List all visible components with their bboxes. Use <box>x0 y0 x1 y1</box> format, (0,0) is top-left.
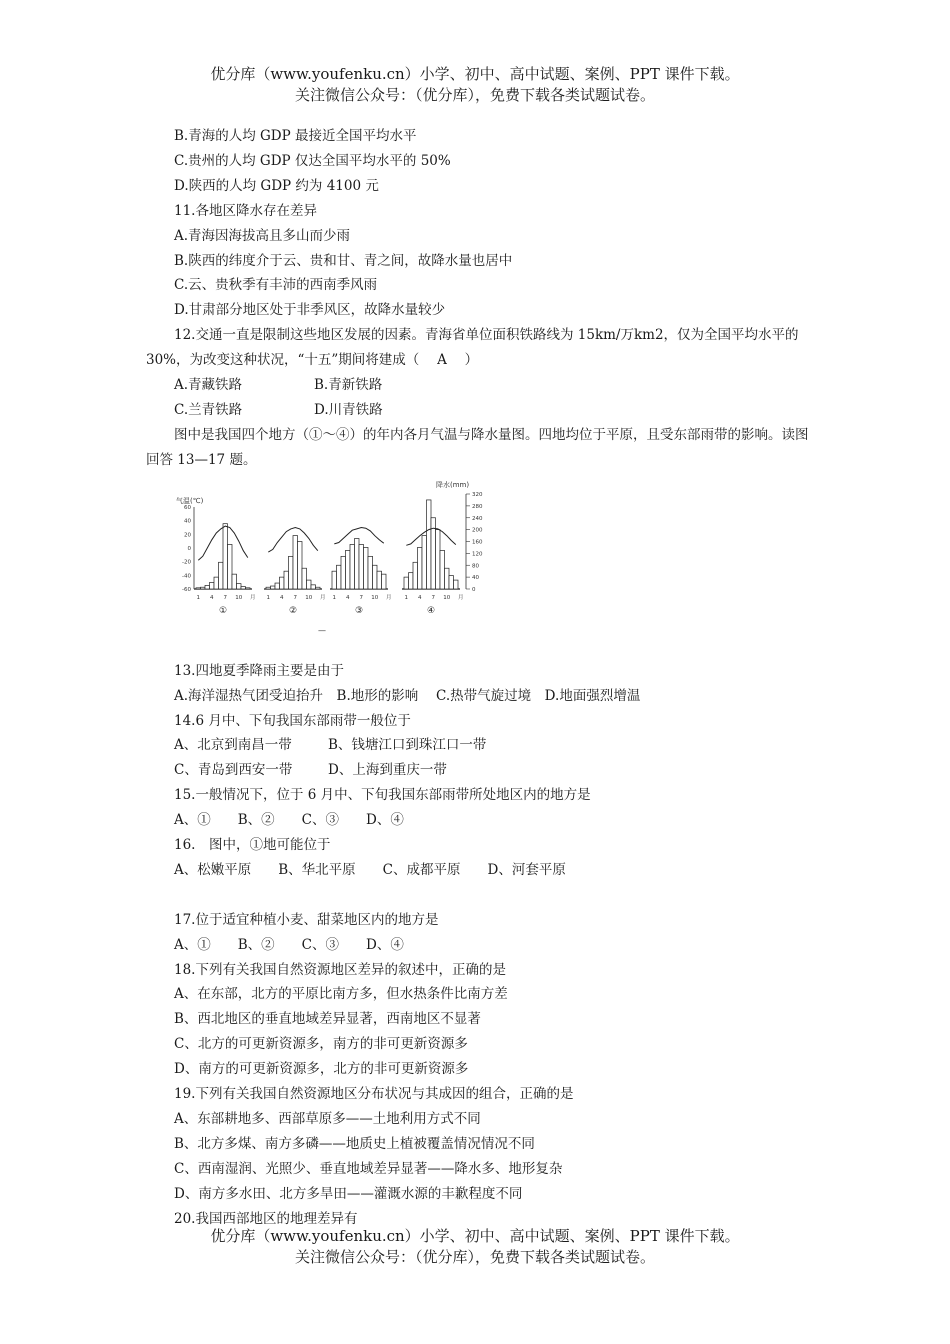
header-line-2: 关注微信公众号：（优分库），免费下载各类试题试卷。 <box>294 86 655 104</box>
q11-option-b: B.陕西的纬度介于云、贵和甘、青之间，故降水量也居中 <box>174 252 513 269</box>
precip-bar <box>368 556 373 589</box>
precip-bar <box>196 588 201 589</box>
x-tick-label: 4 <box>210 594 214 601</box>
right-tick-label: 280 <box>472 503 483 510</box>
q11-option-a: A.青海因海拔高且多山而少雨 <box>174 227 351 244</box>
precip-bar <box>246 588 251 589</box>
precip-bar <box>449 575 454 588</box>
left-tick-label: 40 <box>184 518 191 525</box>
precip-bar <box>418 547 423 589</box>
q19-option-b: B、北方多煤、南方多磷——地质史上植被覆盖情况情况不同 <box>174 1135 535 1152</box>
footer-line-2: 关注微信公众号：（优分库），免费下载各类试题试卷。 <box>294 1248 655 1266</box>
q12-option-a: A.青藏铁路 <box>174 377 243 394</box>
right-tick-label: 320 <box>472 491 483 498</box>
x-tick-label: 7 <box>223 594 227 601</box>
q12-stem: 12.交通一直是限制这些地区发展的因素。青海省单位面积铁路线为 15km/万km2，仅为全国平均水平的 30%，为改变这种状况，“十五”期间将建成（ A ） <box>146 327 799 369</box>
precip-bar <box>346 550 351 589</box>
q20-stem: 20.我国西部地区的地理差异有 <box>174 1210 358 1227</box>
precip-bar <box>413 562 418 589</box>
left-tick-label: -20 <box>182 559 191 566</box>
x-tick-label: 月 <box>457 594 464 601</box>
x-tick-label: 1 <box>332 594 336 601</box>
q12-option-b: B.青新铁路 <box>314 377 383 394</box>
x-tick-label: 4 <box>418 594 422 601</box>
right-tick-label: 0 <box>472 586 476 593</box>
q14-stem: 14.6 月中、下旬我国东部雨带一般位于 <box>174 712 411 729</box>
precip-bar <box>350 544 355 589</box>
precip-bar <box>427 500 432 589</box>
left-tick-label: -40 <box>182 573 191 580</box>
precip-bar <box>201 587 206 589</box>
right-tick-label: 200 <box>472 527 483 534</box>
precip-bar <box>266 587 271 589</box>
precip-bar <box>223 523 228 588</box>
x-tick-label: 月 <box>319 594 326 601</box>
q14-option-d: D、上海到重庆一带 <box>328 762 447 779</box>
right-tick-label: 80 <box>472 562 479 569</box>
precip-bar <box>316 587 321 589</box>
precip-bar <box>205 585 210 589</box>
precip-bar <box>422 535 427 588</box>
x-tick-label: 4 <box>280 594 284 601</box>
q12-options-row-1 <box>146 373 816 398</box>
precip-bar <box>382 574 387 589</box>
x-tick-label: 10 <box>235 594 243 601</box>
precip-bar <box>404 577 409 589</box>
precip-bar <box>237 583 242 588</box>
q19-option-d: D、南方多水田、北方多旱田——灌溉水源的丰歉程度不同 <box>174 1185 523 1202</box>
spacer <box>146 883 816 908</box>
q12-options-row-2 <box>146 398 816 423</box>
q14-option-c: C、青岛到西安一带 <box>174 762 293 779</box>
chart-intro: 图中是我国四个地方（①～④）的年内各月气温与降水量图。四地均位于平原，且受东部雨带的影响。读图回答 13—17 题。 <box>146 426 809 468</box>
q14-option-b: B、钱塘江口到珠江口一带 <box>328 737 487 754</box>
precip-bar <box>409 572 414 588</box>
panel-label: ③ <box>354 605 364 616</box>
left-tick-label: 0 <box>187 545 191 552</box>
precip-bar <box>440 550 445 589</box>
q11-option-d: D.甘肃部分地区处于非季风区，故降水量较少 <box>174 302 446 319</box>
q11-option-c: C.云、贵秋季有丰沛的西南季风雨 <box>174 277 378 294</box>
precip-bar <box>359 544 364 589</box>
q10-option-c: C.贵州的人均 GDP 仅达全国平均水平的 50% <box>174 152 451 169</box>
precip-bar <box>228 544 233 589</box>
q19-stem: 19.下列有关我国自然资源地区分布状况与其成因的组合，正确的是 <box>174 1086 574 1103</box>
footer-line-1: 优分库（www.youfenku.cn）小学、初中、高中试题、案例、PPT 课件下载。 <box>210 1227 740 1245</box>
right-tick-label: 240 <box>472 515 483 522</box>
climate-chart-figure <box>146 477 816 659</box>
precip-bar <box>214 577 219 589</box>
header-line-1: 优分库（www.youfenku.cn）小学、初中、高中试题、案例、PPT 课件下载。 <box>210 65 740 83</box>
precip-bar <box>219 562 224 589</box>
x-tick-label: 1 <box>196 594 200 601</box>
left-axis-label: 气温(℃) <box>176 496 204 505</box>
q18-option-c: C、北方的可更新资源多，南方的非可更新资源多 <box>174 1036 468 1053</box>
q11-stem: 11.各地区降水存在差异 <box>174 202 317 219</box>
q10-option-b: B.青海的人均 GDP 最接近全国平均水平 <box>174 128 417 144</box>
precip-bar <box>364 547 369 589</box>
x-tick-label: 10 <box>305 594 313 601</box>
q15-stem: 15.一般情况下，位于 6 月中、下旬我国东部雨带所处地区内的地方是 <box>174 787 591 804</box>
q18-option-b: B、西北地区的垂直地域差异显著，西南地区不显著 <box>174 1011 481 1028</box>
page-header <box>0 64 950 106</box>
precip-bar <box>284 571 289 589</box>
figure-dash: — <box>318 625 326 635</box>
right-axis-label: 降水(mm) <box>436 480 470 489</box>
precip-bar <box>355 538 360 588</box>
precip-bar <box>307 580 312 589</box>
page-footer <box>0 1226 950 1268</box>
precip-bar <box>436 529 441 588</box>
q16-stem: 16. 图中，①地可能位于 <box>174 837 331 854</box>
q19-option-c: C、西南湿润、光照少、垂直地域差异显著——降水多、地形复杂 <box>174 1160 563 1177</box>
precip-bar <box>311 585 316 589</box>
precip-bar <box>271 586 276 589</box>
x-tick-label: 10 <box>371 594 379 601</box>
x-tick-label: 1 <box>404 594 408 601</box>
q18-option-d: D、南方的可更新资源多，北方的非可更新资源多 <box>174 1061 469 1078</box>
q13-options: A.海洋湿热气团受迫抬升 B.地形的影响 C.热带气旋过境 D.地面强烈增温 <box>174 687 641 704</box>
precip-bar <box>373 565 378 589</box>
q10-option-d: D.陕西的人均 GDP 约为 4100 元 <box>174 177 379 194</box>
q17-stem: 17.位于适宜种植小麦、甜菜地区内的地方是 <box>174 911 439 928</box>
precip-bar <box>280 577 285 589</box>
x-tick-label: 7 <box>293 594 297 601</box>
panel-label: ① <box>218 605 228 616</box>
precip-bar <box>210 582 215 589</box>
x-tick-label: 10 <box>443 594 451 601</box>
q12-option-c: C.兰青铁路 <box>174 401 243 418</box>
climate-chart <box>174 477 514 657</box>
precip-bar <box>293 535 298 588</box>
q17-options: A、① B、② C、③ D、④ <box>174 936 404 953</box>
q18-stem: 18.下列有关我国自然资源地区差异的叙述中，正确的是 <box>174 961 506 978</box>
precip-bar <box>337 565 342 589</box>
right-tick-label: 120 <box>472 551 483 558</box>
precip-bar <box>241 586 246 588</box>
x-tick-label: 月 <box>249 594 256 601</box>
left-tick-label: 20 <box>184 532 191 539</box>
q14-option-a: A、北京到南昌一带 <box>174 737 292 754</box>
q12-option-d: D.川青铁路 <box>314 401 383 418</box>
precip-bar <box>232 574 237 589</box>
precip-bar <box>341 556 346 589</box>
q14-options-row-1 <box>146 733 816 758</box>
right-tick-label: 160 <box>472 539 483 546</box>
left-tick-label: 60 <box>184 504 191 511</box>
precip-bar <box>302 568 307 589</box>
precip-bar <box>332 571 337 589</box>
precip-bar <box>298 541 303 589</box>
left-tick-label: -60 <box>182 586 191 593</box>
precip-bar <box>445 568 450 589</box>
x-tick-label: 7 <box>359 594 363 601</box>
x-tick-label: 4 <box>346 594 350 601</box>
right-tick-label: 40 <box>472 574 479 581</box>
panel-label: ④ <box>426 605 436 616</box>
q16-options: A、松嫩平原 B、华北平原 C、成都平原 D、河套平原 <box>174 861 566 878</box>
precip-bar <box>454 580 459 589</box>
precip-bar <box>377 571 382 589</box>
x-tick-label: 7 <box>431 594 435 601</box>
precip-bar <box>275 583 280 589</box>
panel-label: ② <box>288 605 298 616</box>
q18-option-a: A、在东部，北方的平原比南方多，但水热条件比南方差 <box>174 986 508 1003</box>
precip-bar <box>289 556 294 589</box>
document-body <box>146 124 816 1232</box>
x-tick-label: 月 <box>385 594 392 601</box>
q19-option-a: A、东部耕地多、西部草原多——土地利用方式不同 <box>174 1110 481 1127</box>
x-tick-label: 1 <box>266 594 270 601</box>
q13-stem: 13.四地夏季降雨主要是由于 <box>174 662 344 679</box>
q14-options-row-2 <box>146 758 816 783</box>
q15-options: A、① B、② C、③ D、④ <box>174 812 404 829</box>
